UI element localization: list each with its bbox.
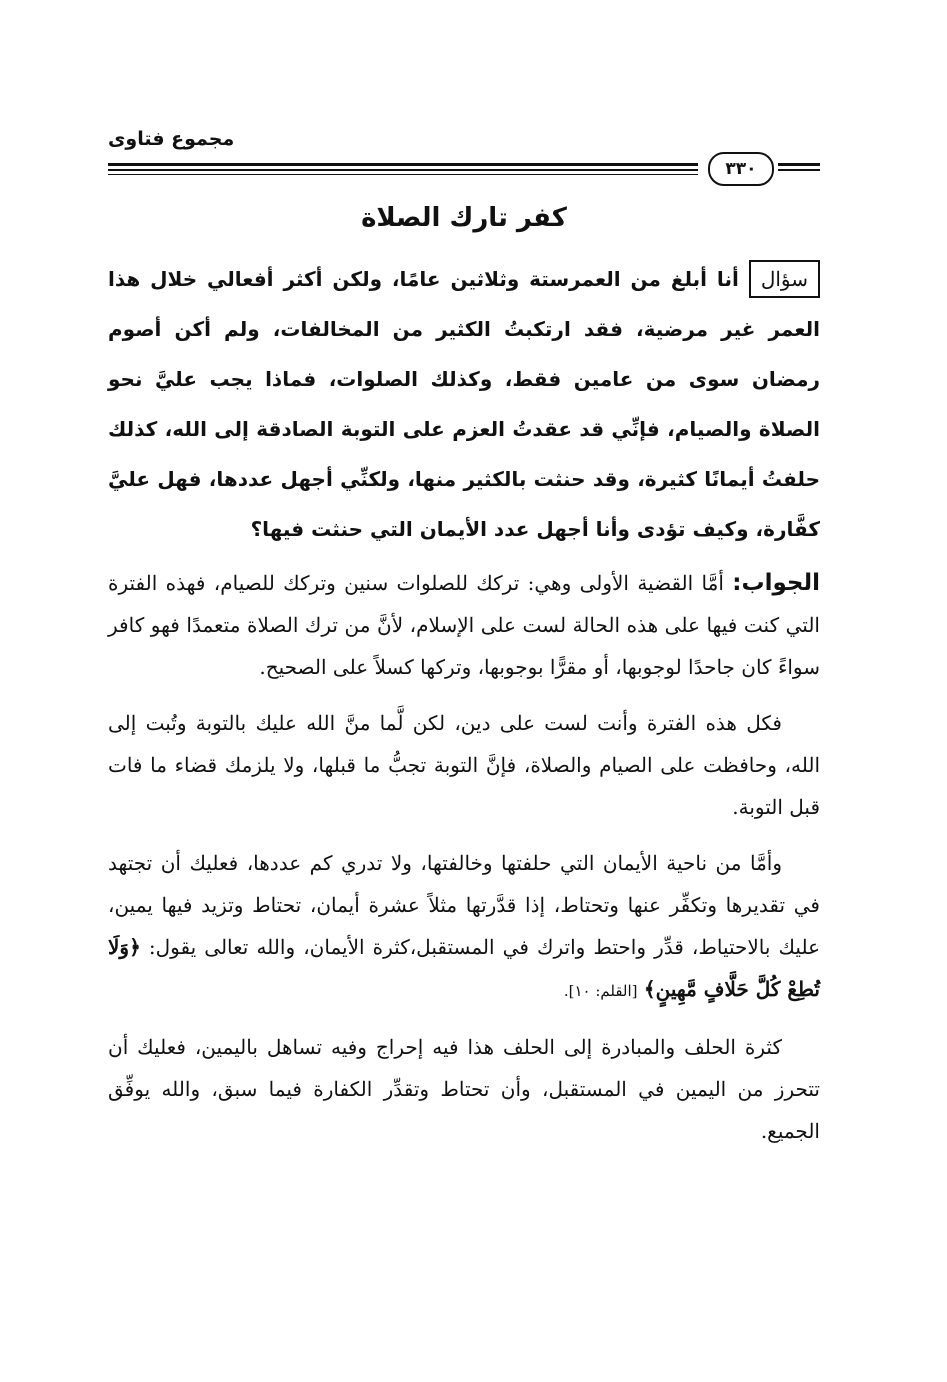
section-title: كفر تارك الصلاة [361, 203, 567, 233]
question-paragraph [108, 254, 820, 554]
running-title: مجموع فتاوى [108, 128, 235, 150]
answer-paragraph-3 [108, 842, 820, 1012]
answer-label: الجواب: [732, 570, 821, 596]
verse-reference: [القلم: ١٠]. [563, 982, 638, 1000]
page-number: ٣٣٠ [708, 152, 774, 186]
header-rule [108, 152, 820, 186]
answer-text-3: وأمَّا من ناحية الأيمان التي حلفتها وخالفتها، ولا تدري كم عددها، فعليك أن تجتهد في تقديرها وتكفِّر عنها وتحتاط، إذا قدَّرتها مثلاً عشرة أيمان، تحتاط وتزيد فيها يمين، عليك بالاحتياط، قدِّر واحتط واترك في المستقبل،كثرة الأيمان، والله تعالى يقول: [108, 851, 820, 959]
question-label: سؤال [749, 260, 820, 298]
header-rule-line [778, 163, 820, 166]
header-rule-line [108, 174, 698, 175]
answer-paragraph-1 [108, 562, 820, 688]
answer-paragraph-4: كثرة الحلف والمبادرة إلى الحلف هذا فيه إحراج وفيه تساهل باليمين، فعليك أن تتحرز من اليمين في المستقبل، وأن تحتاط وتقدِّر الكفارة فيما سبق، والله يوفِّق الجميع. [108, 1035, 820, 1143]
answer-paragraph-2: فكل هذه الفترة وأنت لست على دين، لكن لَّما منَّ الله عليك بالتوبة وتُبت إلى الله، وحافظت على الصيام والصلاة، فإنَّ التوبة تجبُّ ما قبلها، ولا يلزمك قضاء ما فات قبل التوبة. [108, 711, 820, 819]
header-rule-line [108, 169, 698, 171]
article-body [108, 254, 820, 1166]
answer-text-1: أمَّا القضية الأولى وهي: تركك للصلوات سنين وتركك للصيام، فهذه الفترة التي كنت فيها على هذه الحالة لست على الإسلام، لأنَّ من ترك الصلاة متعمدًا فهو كافر سواءً كان جاحدًا لوجوبها، أو مقرًّا بوجوبها، وتركها كسلاً على الصحيح. [108, 571, 820, 679]
question-text: أنا أبلغ من العمرستة وثلاثين عامًا، ولكن أكثر أفعالي خلال هذا العمر غير مرضية، فقد ارتكبتُ الكثير من المخالفات، ولم أكن أصوم رمضان سوى من عامين فقط، وكذلك الصلوات، فماذا يجب عليَّ نحو الصلاة والصيام، فإنِّي قد عقدتُ العزم على التوبة الصادقة إلى الله، كذلك حلفتُ أيمانًا كثيرة، وقد حنثت بالكثير منها، ولكنِّي أجهل عددها، فهل عليَّ كفَّارة، وكيف تؤدى وأنا أجهل عدد الأيمان التي حنثت فيها؟ [108, 267, 820, 541]
header-rule-line [108, 163, 698, 166]
quran-verse: ﴿وَلَا تُطِعْ كُلَّ حَلَّافٍ مَّهِينٍ﴾ [108, 935, 820, 1001]
header-rule-line [778, 169, 820, 171]
